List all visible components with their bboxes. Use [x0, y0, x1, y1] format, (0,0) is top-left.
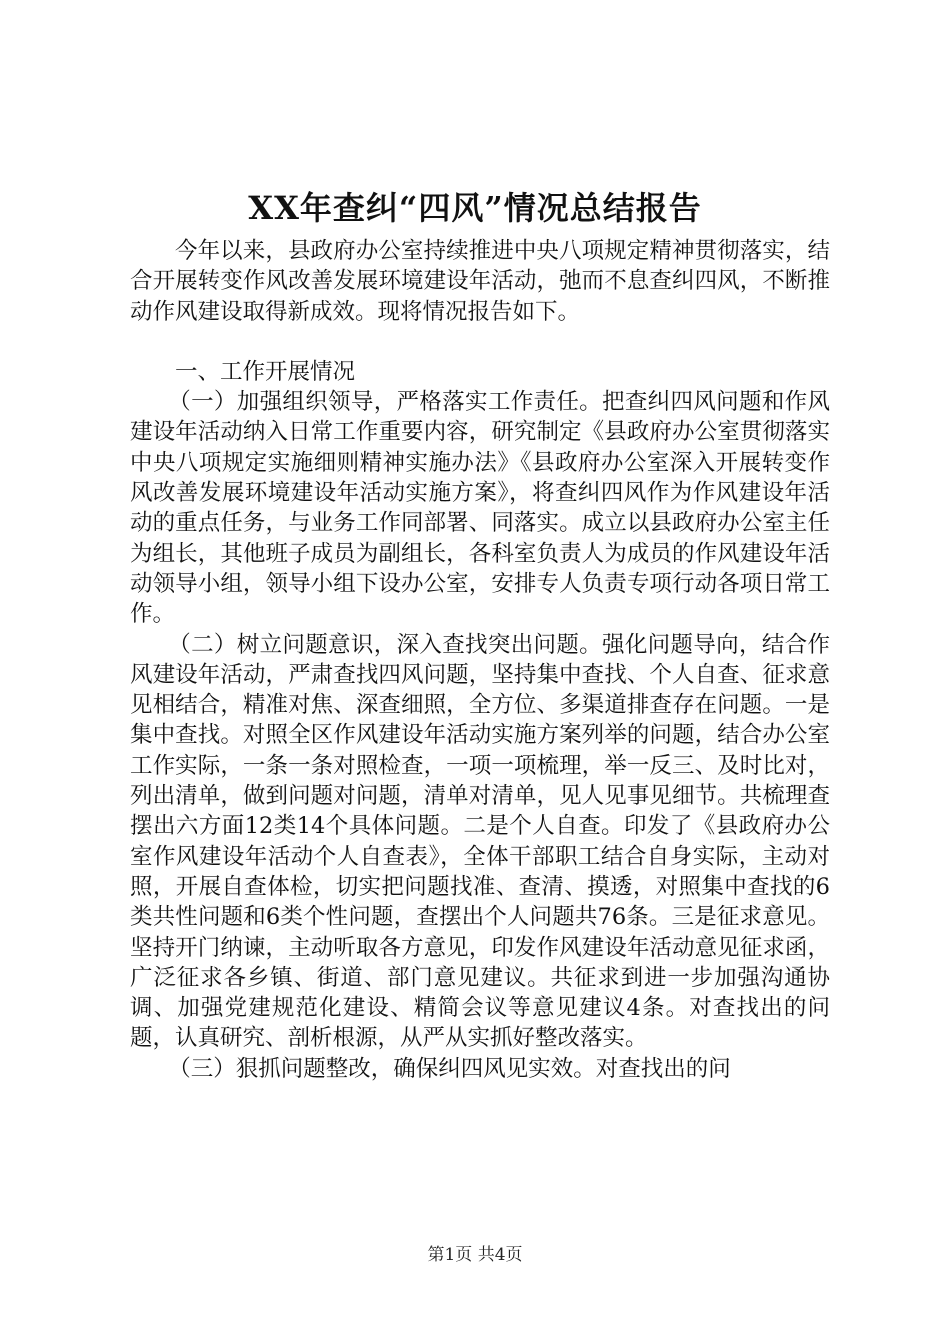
section-heading: 一、工作开展情况 — [175, 358, 356, 385]
paragraph-1: （一）加强组织领导，严格落实工作责任。把查纠四风问题和作风建设年活动纳入日常工作重要内容，研究制定《县政府办公室贯彻落实中央八项规定实施细则精神实施办法》《县政府办公室深入开展转变作风改善发展环境建设年活动实施方案》，将查纠四风作为作风建设年活动的重点任务，与业务工作同部署、同落实。成立以县政府办公室主任为组长，其他班子成员为副组长，各科室负责人为成员的作风建设年活动领导小组，领导小组下设办公室，安排专人负责专项行动各项日常工作。 — [130, 389, 830, 628]
page-footer: 第1页 共4页 — [427, 1245, 523, 1265]
paragraph-3: （三）狠抓问题整改，确保纠四风见实效。对查找出的问 — [168, 1055, 731, 1082]
document-body — [130, 236, 830, 1084]
intro-paragraph: 今年以来，县政府办公室持续推进中央八项规定精神贯彻落实，结合开展转变作风改善发展环境建设年活动，弛而不息查纠四风，不断推动作风建设取得新成效。现将情况报告如下。 — [130, 238, 830, 325]
paragraph-2: （二）树立问题意识，深入查找突出问题。强化问题导向，结合作风建设年活动，严肃查找四风问题，坚持集中查找、个人自查、征求意见相结合，精准对焦、深查细照，全方位、多渠道排查存在问题。一是集中查找。对照全区作风建设年活动实施方案列举的问题，结合办公室工作实际，一条一条对照检查，一项一项梳理，举一反三、及时比对，列出清单，做到问题对问题，清单对清单，见人见事见细节。共梳理查摆出六方面12类14个具体问题。二是个人自查。印发了《县政府办公室作风建设年活动个人自查表》，全体干部职工结合自身实际，主动对照，开展自查体检，切实把问题找准、查清、摸透，对照集中查找的6类共性问题和6类个性问题，查摆出个人问题共76条。三是征求意见。坚持开门纳谏，主动听取各方意见，印发作风建设年活动意见征求函，广泛征求各乡镇、街道、部门意见建议。共征求到进一步加强沟通协调、加强党建规范化建设、精简会议等意见建议4条。对查找出的问题，认真研究、剖析根源，从严从实抓好整改落实。 — [130, 631, 830, 1052]
document-title: XX年查纠“四风”情况总结报告 — [248, 189, 702, 227]
